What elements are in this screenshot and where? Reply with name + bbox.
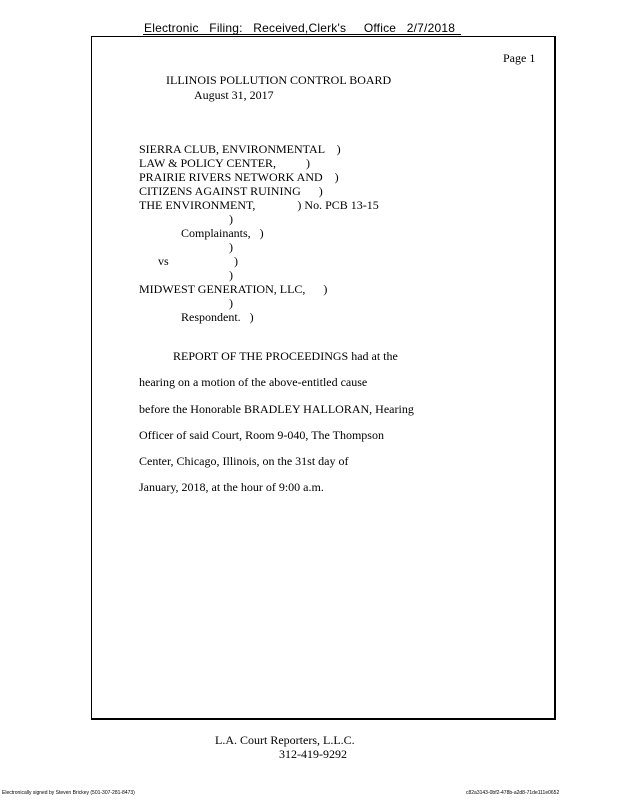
report-line: Officer of said Court, Room 9-040, The Thompson (139, 428, 384, 442)
versus-label: vs (158, 254, 169, 268)
report-line: January, 2018, at the hour of 9:00 a.m. (139, 480, 324, 494)
filing-stamp-underline (143, 34, 461, 35)
agency-heading: ILLINOIS POLLUTION CONTROL BOARD (166, 73, 392, 87)
document-id: c82a3143-0bf2-478b-a2d8-71de111e0652 (466, 790, 560, 796)
signature-note: Electronically signed by Steven Brickey (501-307-281-8473) (2, 790, 135, 796)
caption-paren: ) (234, 254, 238, 268)
transcript-page (91, 36, 556, 720)
caption-paren: ) (229, 240, 233, 254)
respondent-label: Respondent. ) (181, 310, 254, 324)
caption-line-case-number: THE ENVIRONMENT, ) No. PCB 13-15 (139, 198, 379, 212)
respondent-name: MIDWEST GENERATION, LLC, ) (139, 282, 328, 296)
reporter-company: L.A. Court Reporters, L.L.C. (215, 733, 355, 747)
report-line: before the Honorable BRADLEY HALLORAN, Hearing (139, 402, 414, 416)
page-number: Page 1 (503, 51, 536, 65)
caption-line: PRAIRIE RIVERS NETWORK AND ) (139, 170, 339, 184)
heading-date: August 31, 2017 (194, 88, 274, 102)
report-line: Center, Chicago, Illinois, on the 31st day of (139, 454, 349, 468)
caption-line: CITIZENS AGAINST RUINING ) (139, 184, 323, 198)
reporter-phone: 312-419-9292 (279, 747, 347, 761)
complainants-label: Complainants, ) (181, 226, 264, 240)
caption-line: SIERRA CLUB, ENVIRONMENTAL ) (139, 142, 341, 156)
caption-line: LAW & POLICY CENTER, ) (139, 156, 311, 170)
report-line: hearing on a motion of the above-entitled cause (139, 375, 368, 389)
caption-paren: ) (229, 212, 233, 226)
caption-paren: ) (229, 268, 233, 282)
caption-paren: ) (229, 296, 233, 310)
filing-stamp: Electronic Filing: Received,Clerk's Office 2/7/2018 (144, 21, 456, 35)
report-line: REPORT OF THE PROCEEDINGS had at the (173, 349, 398, 363)
